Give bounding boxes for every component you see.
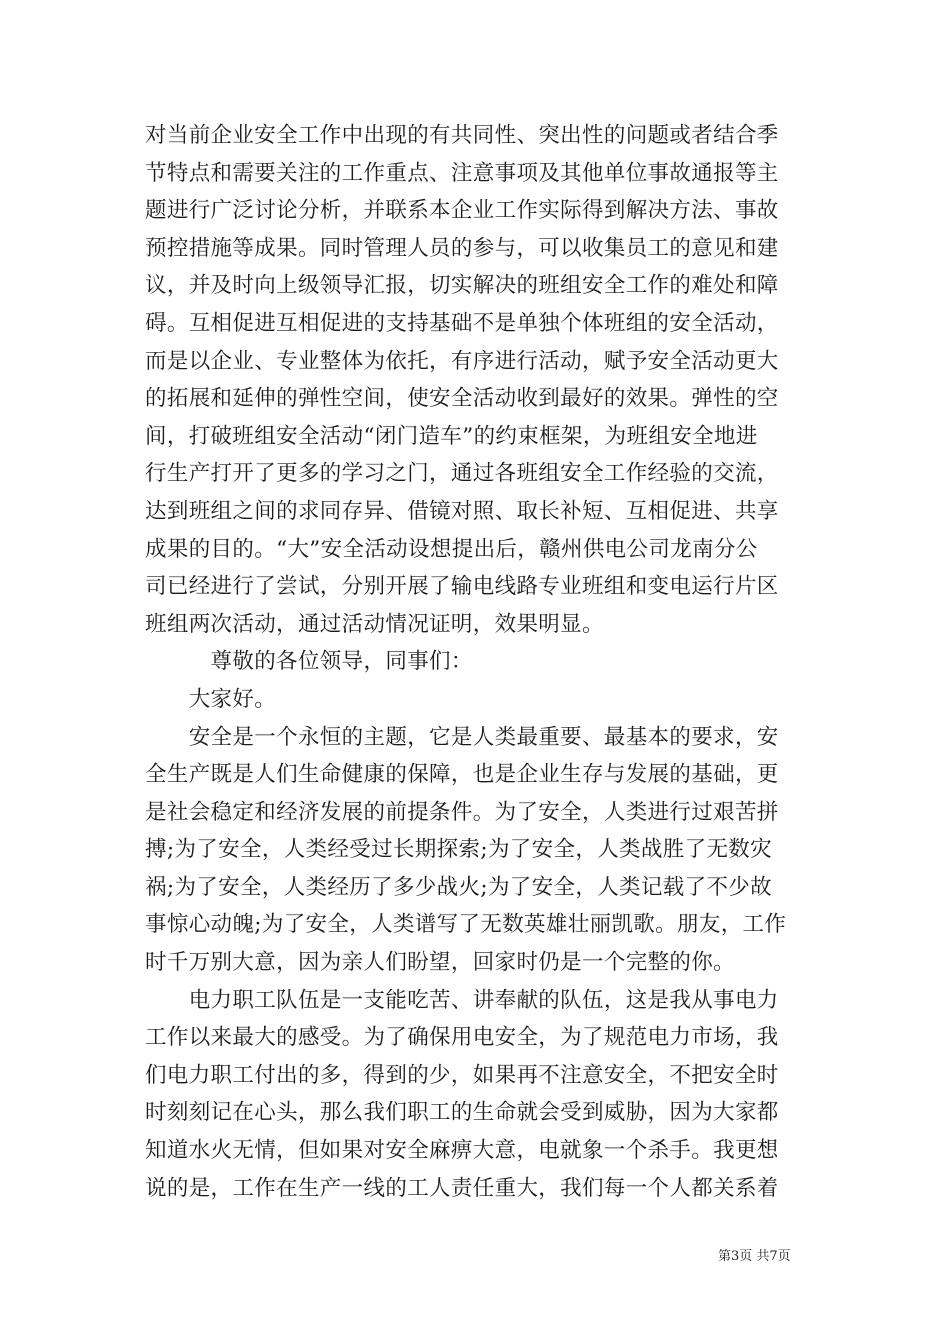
text-line: 时刻刻记在心头，那么我们职工的生命就会受到威胁，因为大家都 (145, 1100, 779, 1126)
text-line: 的拓展和延伸的弹性空间，使安全活动收到最好的效果。弹性的空 (145, 386, 779, 412)
text-line: 预控措施等成果。同时管理人员的参与，可以收集员工的意见和建 (145, 235, 779, 261)
text-line: 司已经进行了尝试，分别开展了输电线路专业班组和变电运行片区 (145, 574, 779, 600)
page-number: 第3页 共7页 (718, 1249, 791, 1264)
text-line: 碍。互相促进互相促进的支持基础不是单独个体班组的安全活动， (145, 310, 779, 336)
text-line: 安全是一个永恒的主题，它是人类最重要、最基本的要求，安 (145, 724, 779, 750)
text-line: 班组两次活动，通过活动情况证明，效果明显。 (145, 611, 604, 637)
text-line: 间，打破班组安全活动“闭门造车”的约束框架，为班组安全地进 (145, 423, 758, 449)
text-line: 行生产打开了更多的学习之门，通过各班组安全工作经验的交流， (145, 461, 779, 487)
text-line: 题进行广泛讨论分析，并联系本企业工作实际得到解决方法、事故 (145, 198, 779, 224)
text-line: 是社会稳定和经济发展的前提条件。为了安全，人类进行过艰苦拼 (145, 799, 779, 825)
text-line: 全生产既是人们生命健康的保障，也是企业生存与发展的基础，更 (145, 762, 779, 788)
text-line: 成果的目的。“大”安全活动设想提出后，赣州供电公司龙南分公 (145, 536, 758, 562)
text-line: 时千万别大意，因为亲人们盼望，回家时仍是一个完整的你。 (145, 950, 735, 976)
text-line: 达到班组之间的求同存异、借镜对照、取长补短、互相促进、共享 (145, 498, 779, 524)
text-line: 们电力职工付出的多，得到的少，如果再不注意安全，不把安全时 (145, 1062, 779, 1088)
text-line: 搏;为了安全，人类经受过长期探索;为了安全，人类战胜了无数灾 (145, 837, 772, 863)
text-line: 对当前企业安全工作中出现的有共同性、突出性的问题或者结合季 (145, 123, 779, 148)
text-line: 祸;为了安全，人类经历了多少战火;为了安全，人类记载了不少故 (145, 874, 772, 900)
text-line: 知道水火无情，但如果对安全麻痹大意，电就象一个杀手。我更想 (145, 1138, 779, 1164)
text-line: 电力职工队伍是一支能吃苦、讲奉献的队伍，这是我从事电力 (145, 987, 779, 1013)
text-line: 工作以来最大的感受。为了确保用电安全，为了规范电力市场，我 (145, 1025, 779, 1051)
greeting-line: 尊敬的各位领导，同事们： (145, 649, 473, 675)
text-line: 议，并及时向上级领导汇报，切实解决的班组安全工作的难处和障 (145, 273, 779, 299)
text-line: 节特点和需要关注的工作重点、注意事项及其他单位事故通报等主 (145, 160, 779, 186)
text-line: 说的是，工作在生产一线的工人责任重大，我们每一个人都关系着 (145, 1175, 779, 1201)
text-line: 事惊心动魄;为了安全，人类谱写了无数英雄壮丽凯歌。朋友，工作 (145, 912, 787, 938)
greeting-line: 大家好。 (145, 686, 277, 712)
body-text (145, 117, 810, 1207)
text-line: 而是以企业、专业整体为依托，有序进行活动，赋予安全活动更大 (145, 348, 779, 374)
